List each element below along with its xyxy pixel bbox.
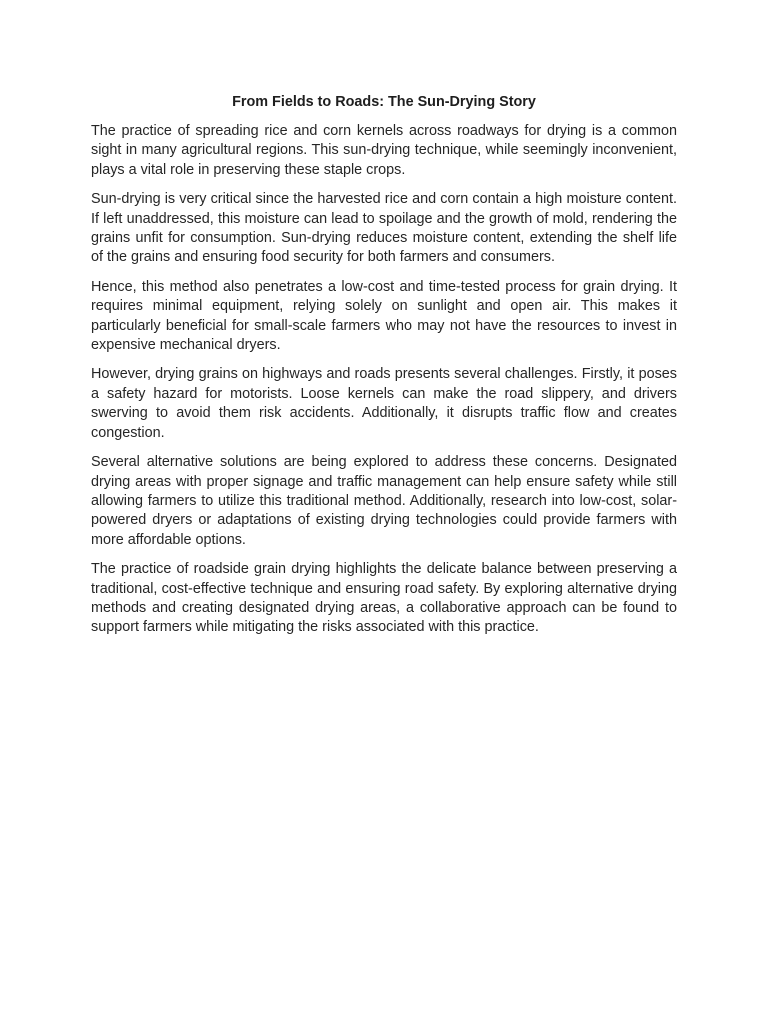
document-page <box>91 91 677 648</box>
paragraph-importance: Sun-drying is very critical since the harvested rice and corn contain a high moisture content. If left unaddressed, this moisture can lead to spoilage and the growth of mold, rendering the grains unfit for consumption. Sun-drying reduces moisture content, extending the shelf life of the grains and ensuring food security for both farmers and consumers. <box>91 191 677 266</box>
paragraph-intro: The practice of spreading rice and corn kernels across roadways for drying is a common sight in many agricultural regions. This sun-drying technique, while seemingly inconvenient, plays a vital role in preserving these staple crops. <box>91 123 677 178</box>
document-title: From Fields to Roads: The Sun-Drying Story <box>232 94 536 110</box>
paragraph-alternatives: Several alternative solutions are being explored to address these concerns. Designated drying areas with proper signage and traffic management can help ensure safety while still allowing farmers to utilize this traditional method. Additionally, research into low-cost, solar-powered dryers or adaptations of existing drying technologies could provide farmers with more affordable options. <box>91 454 677 548</box>
paragraph-low-cost: Hence, this method also penetrates a low-cost and time-tested process for grain drying. It requires minimal equipment, relying solely on sunlight and open air. This makes it particularly beneficial for small-scale farmers who may not have the resources to invest in expensive mechanical dryers. <box>91 278 677 354</box>
paragraph-challenges: However, drying grains on highways and roads presents several challenges. Firstly, it poses a safety hazard for motorists. Loose kernels can make the road slippery, and drivers swerving to avoid them risk accidents. Additionally, it disrupts traffic flow and creates congestion. <box>91 366 677 441</box>
paragraph-conclusion: The practice of roadside grain drying highlights the delicate balance between preserving a traditional, cost-effective technique and ensuring road safety. By exploring alternative drying methods and creating designated drying areas, a collaborative approach can be found to support farmers while mitigating the risks associated with this practice. <box>91 561 677 636</box>
